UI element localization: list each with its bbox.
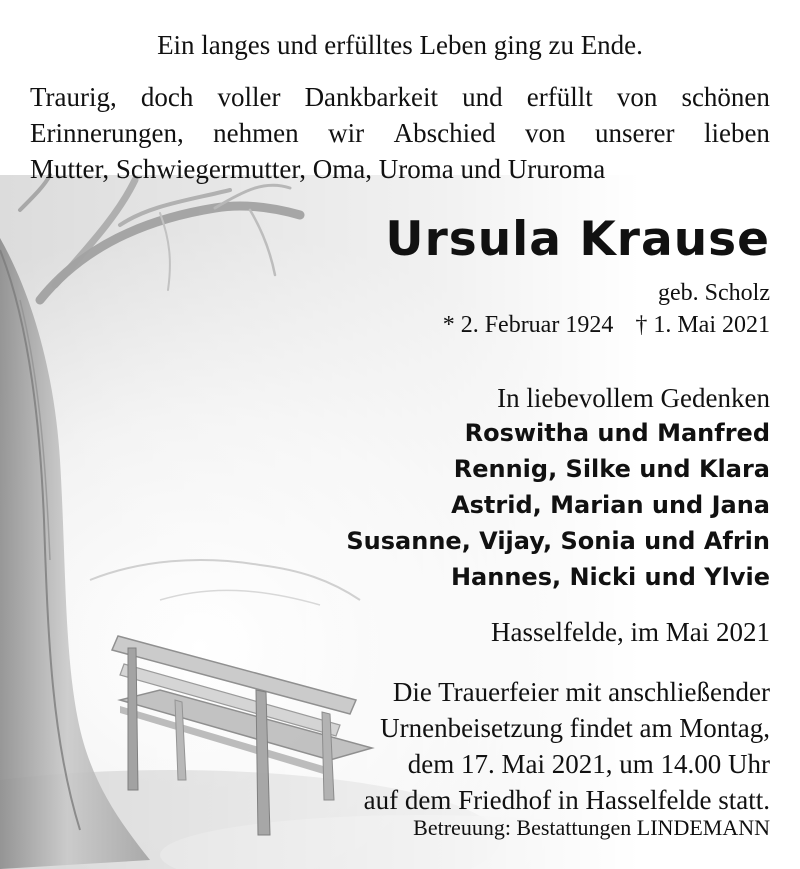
deceased-name: Ursula Krause xyxy=(385,212,770,267)
intro-word: Erinnerungen, xyxy=(30,118,184,148)
life-dates xyxy=(443,312,770,339)
intro-word: von xyxy=(525,118,566,148)
intro-word: Abschied xyxy=(393,118,496,148)
mourner-line: Susanne, Vijay, Sonia und Afrin xyxy=(346,527,770,555)
intro-word: von xyxy=(616,82,658,112)
intro-word: schönen xyxy=(681,82,770,112)
intro-word: erfüllt xyxy=(526,82,593,112)
headline: Ein langes und erfülltes Leben ging zu Ende. xyxy=(157,30,643,60)
funeral-line: auf dem Friedhof in Hasselfelde statt. xyxy=(363,785,770,815)
death-date: † 1. Mai 2021 xyxy=(635,312,770,338)
place-date: Hasselfelde, im Mai 2021 xyxy=(491,617,770,647)
maiden-name: geb. Scholz xyxy=(658,280,770,306)
funeral-details xyxy=(364,674,770,818)
intro-word: lieben xyxy=(703,118,770,148)
intro-line-1 xyxy=(30,79,770,115)
intro-word: und xyxy=(462,82,503,112)
intro-word: Traurig, xyxy=(30,82,117,112)
funeral-line: Urnenbeisetzung findet am Montag, xyxy=(380,713,770,743)
mourner-line: Hannes, Nicki und Ylvie xyxy=(450,563,770,591)
intro-text xyxy=(30,79,770,187)
intro-line-3: Mutter, Schwiegermutter, Oma, Uroma und Ururoma xyxy=(30,154,606,184)
mourner-line: Rennig, Silke und Klara xyxy=(453,455,770,483)
undertaker-credit: Betreuung: Bestattungen LINDEMANN xyxy=(413,815,770,840)
intro-word: wir xyxy=(328,118,365,148)
funeral-line: Die Trauerfeier mit anschließender xyxy=(392,677,770,707)
intro-word: unserer xyxy=(595,118,675,148)
mourner-line: Roswitha und Manfred xyxy=(464,419,770,447)
remembrance-line: In liebevollem Gedenken xyxy=(497,383,770,413)
birth-date: * 2. Februar 1924 xyxy=(442,312,614,338)
funeral-line: dem 17. Mai 2021, um 14.00 Uhr xyxy=(407,749,770,779)
mourner-line: Astrid, Marian und Jana xyxy=(451,491,770,519)
intro-word: Dankbarkeit xyxy=(304,82,439,112)
intro-word: nehmen xyxy=(213,118,299,148)
intro-line-2 xyxy=(30,115,770,151)
intro-word: voller xyxy=(217,82,281,112)
intro-word: doch xyxy=(140,82,194,112)
